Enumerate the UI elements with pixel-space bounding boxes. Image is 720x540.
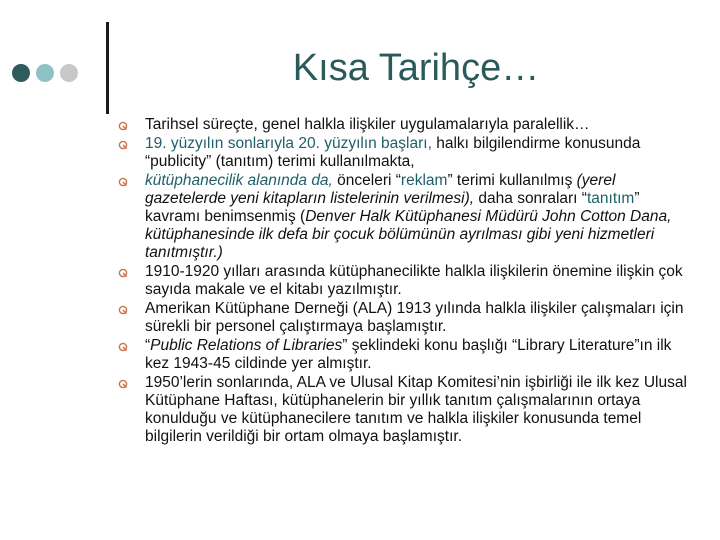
title-divider: [106, 22, 109, 114]
dot-light: [60, 64, 78, 82]
bullet-item: [118, 172, 688, 262]
bullet-item: [118, 337, 688, 373]
swirl-bullet-icon: [118, 342, 128, 352]
bullet-text-segment: Public Relations of Libraries: [150, 337, 343, 354]
bullet-item: [118, 135, 688, 171]
dot-mid: [36, 64, 54, 82]
bullet-text-segment: 1950’lerin sonlarında, ALA ve Ulusal Kitap Komitesi’nin işbirliği ile ilk kez Ulusal Kütüphane Haftası, kütüphanelerin bir yıllık tanıtım çalışmalarının ortaya konulduğu ve kütüphanecilere tanıtım ve halkla ilişkiler konusunda temel bilgilerin verildiği bir ortam olmaya başlamıştır.: [145, 374, 687, 445]
bullet-list: [118, 116, 688, 447]
bullet-text-segment: ” şeklindeki konu başlığı “Library Literature”ın ilk kez 1943-45 cildinde yer almıştır.: [145, 337, 672, 372]
bullet-text-segment: Amerikan Kütüphane Derneği (ALA) 1913 yılında halkla ilişkiler çalışmaları için sürekli bir personel çalıştırmaya başlamıştır.: [145, 300, 684, 335]
bullet-item: [118, 374, 688, 446]
swirl-bullet-icon: [118, 177, 128, 187]
swirl-bullet-icon: [118, 121, 128, 131]
bullet-text-segment: (yerel gazetelerde yeni kitapların listelerinin verilmesi),: [145, 172, 616, 207]
bullet-text-segment: halkı bilgilendirme konusunda “publicity” (tanıtım) terimi kullanılmakta,: [145, 135, 641, 170]
decorative-dots: [12, 64, 78, 82]
bullet-item: [118, 116, 688, 134]
bullet-text-segment: ” terimi kullanılmış: [447, 172, 577, 189]
swirl-bullet-icon: [118, 268, 128, 278]
bullet-text-segment: ” kavramı benimsenmiş (: [145, 190, 640, 225]
bullet-text-segment: önceleri “: [337, 172, 401, 189]
bullet-text-segment: Tarihsel süreçte, genel halkla ilişkiler uygulamalarıyla paralellik…: [145, 116, 590, 133]
swirl-bullet-icon: [118, 305, 128, 315]
bullet-text-segment: tanıtım: [586, 190, 635, 207]
bullet-text-segment: reklam: [400, 172, 448, 189]
swirl-bullet-icon: [118, 140, 128, 150]
dot-dark: [12, 64, 30, 82]
bullet-item: [118, 263, 688, 299]
bullet-text-segment: Denver Halk Kütüphanesi Müdürü John Cotton Dana, kütüphanesinde ilk defa bir çocuk bölümünün ayrılması gibi yeni hizmetleri tanıtmıştır.): [145, 208, 672, 261]
swirl-bullet-icon: [118, 379, 128, 389]
bullet-text-segment: kütüphanecilik alanında da,: [145, 172, 338, 189]
slide-title: Kısa Tarihçe…: [292, 47, 540, 89]
bullet-text-segment: “: [145, 337, 151, 354]
bullet-item: [118, 300, 688, 336]
bullet-text-segment: daha sonraları “: [474, 190, 587, 207]
bullet-text-segment: 19. yüzyılın sonlarıyla 20. yüzyılın başları,: [145, 135, 437, 152]
bullet-text-segment: 1910-1920 yılları arasında kütüphanecilikte halkla ilişkilerin önemine ilişkin çok sayıda makale ve el kitabı yazılmıştır.: [145, 263, 683, 298]
